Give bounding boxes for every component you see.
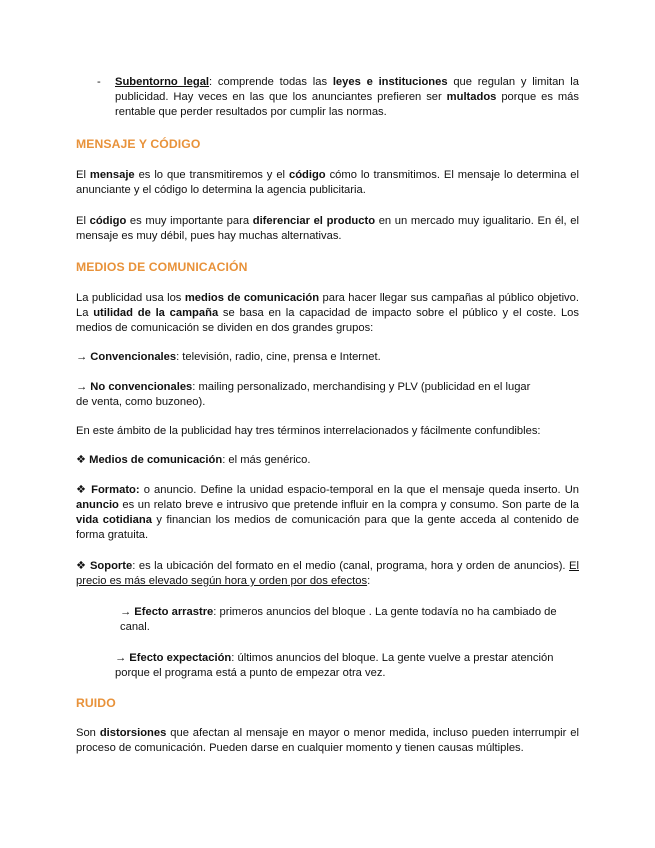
arrow-icon: → [76, 351, 91, 363]
paragraph-mensaje: El mensaje es lo que transmitiremos y el código cómo lo transmitimos. El mensaje lo determina el anunciante y el código lo determina la agencia publicitaria. [76, 169, 579, 196]
item-formato: ❖ Formato: o anuncio. Define la unidad espacio-temporal en la que el mensaje queda inserto. Un anuncio es un relato breve e intrusivo que pretende influir en la compra y consumo. Son parte de la vida cotidiana y financian los medios de comunicación para que la gente acceda al contenido de forma gratuita. [76, 484, 579, 541]
item-soporte: ❖ Soporte: es la ubicación del formato en el medio (canal, programa, hora y orden de anuncios). El precio es más elevado según hora y orden por dos efectos: [76, 560, 579, 587]
document-page [76, 75, 579, 756]
heading-mensaje-codigo: MENSAJE Y CÓDIGO [76, 137, 201, 151]
item-medios-comunicacion: ❖ Medios de comunicación: el más genérico. [76, 454, 311, 466]
diamond-bullet-icon: ❖ [76, 454, 90, 466]
paragraph-terminos: En este ámbito de la publicidad hay tres términos interrelacionados y fácilmente confundibles: [76, 425, 541, 437]
term-subentorno-legal: Subentorno legal [115, 76, 210, 88]
item-efecto-expectacion: → Efecto expectación: últimos anuncios del bloque. La gente vuelve a prestar atención porque el programa está a punto de empezar otra vez. [115, 652, 554, 679]
paragraph-medios: La publicidad usa los medios de comunicación para hacer llegar sus campañas al público objetivo. La utilidad de la campaña se basa en la capacidad de impacto sobre el público y el coste. Los medios de comunicación se dividen en dos grandes grupos: [76, 292, 579, 334]
arrow-icon: → [115, 652, 130, 664]
paragraph-codigo: El código es muy importante para diferenciar el producto en un mercado muy igualitario. En él, el mensaje es muy débil, pues hay muchas alternativas. [76, 215, 579, 242]
diamond-bullet-icon: ❖ [76, 560, 90, 572]
item-convencionales: → Convencionales: televisión, radio, cine, prensa e Internet. [76, 351, 381, 363]
paragraph-ruido: Son distorsiones que afectan al mensaje en mayor o menor medida, incluso pueden interrumpir el proceso de comunicación. Pueden darse en cualquier momento y tienen causas múltiples. [76, 727, 579, 754]
list-item-subentorno-legal: - Subentorno legal: comprende todas las leyes e instituciones que regulan y limitan la publicidad. Hay veces en las que los anunciantes prefieren ser multados porque es más rentable que perder resultados por cumplir las normas. [97, 76, 579, 118]
arrow-icon: → [76, 381, 91, 393]
heading-ruido: RUIDO [76, 696, 116, 710]
dash-bullet: - [97, 76, 101, 88]
item-no-convencionales: → No convencionales: mailing personalizado, merchandising y PLV (publicidad en el lugar de venta, como buzoneo). [76, 381, 531, 408]
heading-medios-comunicacion: MEDIOS DE COMUNICACIÓN [76, 260, 248, 274]
arrow-icon: → [120, 606, 135, 618]
item-efecto-arrastre: → Efecto arrastre: primeros anuncios del bloque . La gente todavía no ha cambiado de canal. [120, 606, 557, 633]
diamond-bullet-icon: ❖ [76, 484, 92, 496]
